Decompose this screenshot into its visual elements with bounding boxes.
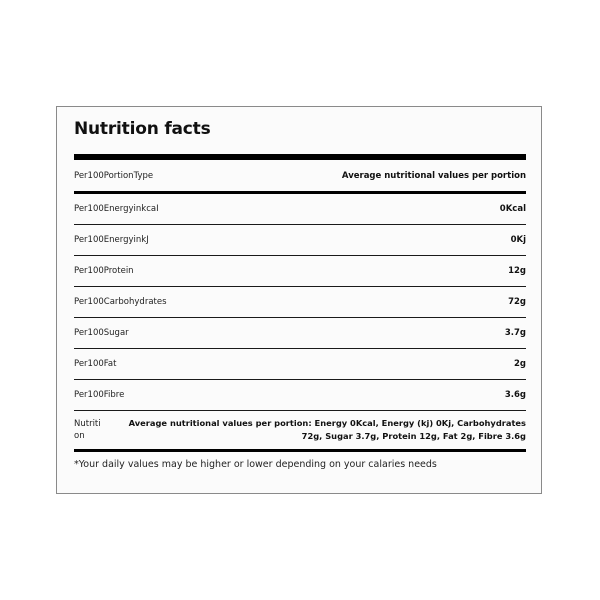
row-label: Per100Sugar — [74, 328, 129, 338]
row-value: 3.7g — [504, 328, 526, 338]
row-label: Per100EnergyinkcaI — [74, 204, 159, 214]
table-row-carbohydrates — [74, 287, 526, 318]
row-value: 72g — [508, 297, 526, 307]
table-row-fat — [74, 349, 526, 380]
header-value: Average nutritional values per portion — [341, 171, 526, 181]
table-header-row — [74, 161, 526, 194]
row-label: Per100Carbohydrates — [74, 297, 167, 307]
table-row-energy-kj — [74, 225, 526, 256]
row-value: 0Kj — [510, 235, 526, 245]
row-value: 0Kcal — [499, 204, 526, 214]
nutrition-rows — [74, 161, 526, 470]
daily-values-footnote: *Your daily values may be higher or lower depending on your calaries needs — [74, 459, 437, 470]
nutrition-facts-panel — [56, 106, 542, 494]
row-value: 2g — [514, 359, 526, 369]
row-label: Per100EnergyinkJ — [74, 235, 149, 245]
summary-label: Nutrition — [74, 419, 101, 441]
row-label: Per100Protein — [74, 266, 134, 276]
header-label: Per100PortionType — [74, 171, 154, 181]
row-value: 3.6g — [504, 390, 526, 400]
title-divider — [74, 154, 526, 160]
table-row-summary — [74, 411, 526, 452]
table-row-energy-kcal — [74, 194, 526, 225]
table-row-sugar — [74, 318, 526, 349]
row-label: Per100Fat — [74, 359, 117, 369]
row-label: Per100Fibre — [74, 390, 125, 400]
page-title: Nutrition facts — [74, 119, 211, 139]
table-row-fibre — [74, 380, 526, 411]
summary-value: Average nutritional values per portion: Energy 0Kcal, Energy (kj) 0Kj, Carbohydrates 72g, Sugar 3.7g, Protein 12g, Fat 2g, Fibre 3.6g — [128, 418, 526, 441]
table-row-protein — [74, 256, 526, 287]
row-value: 12g — [508, 266, 526, 276]
